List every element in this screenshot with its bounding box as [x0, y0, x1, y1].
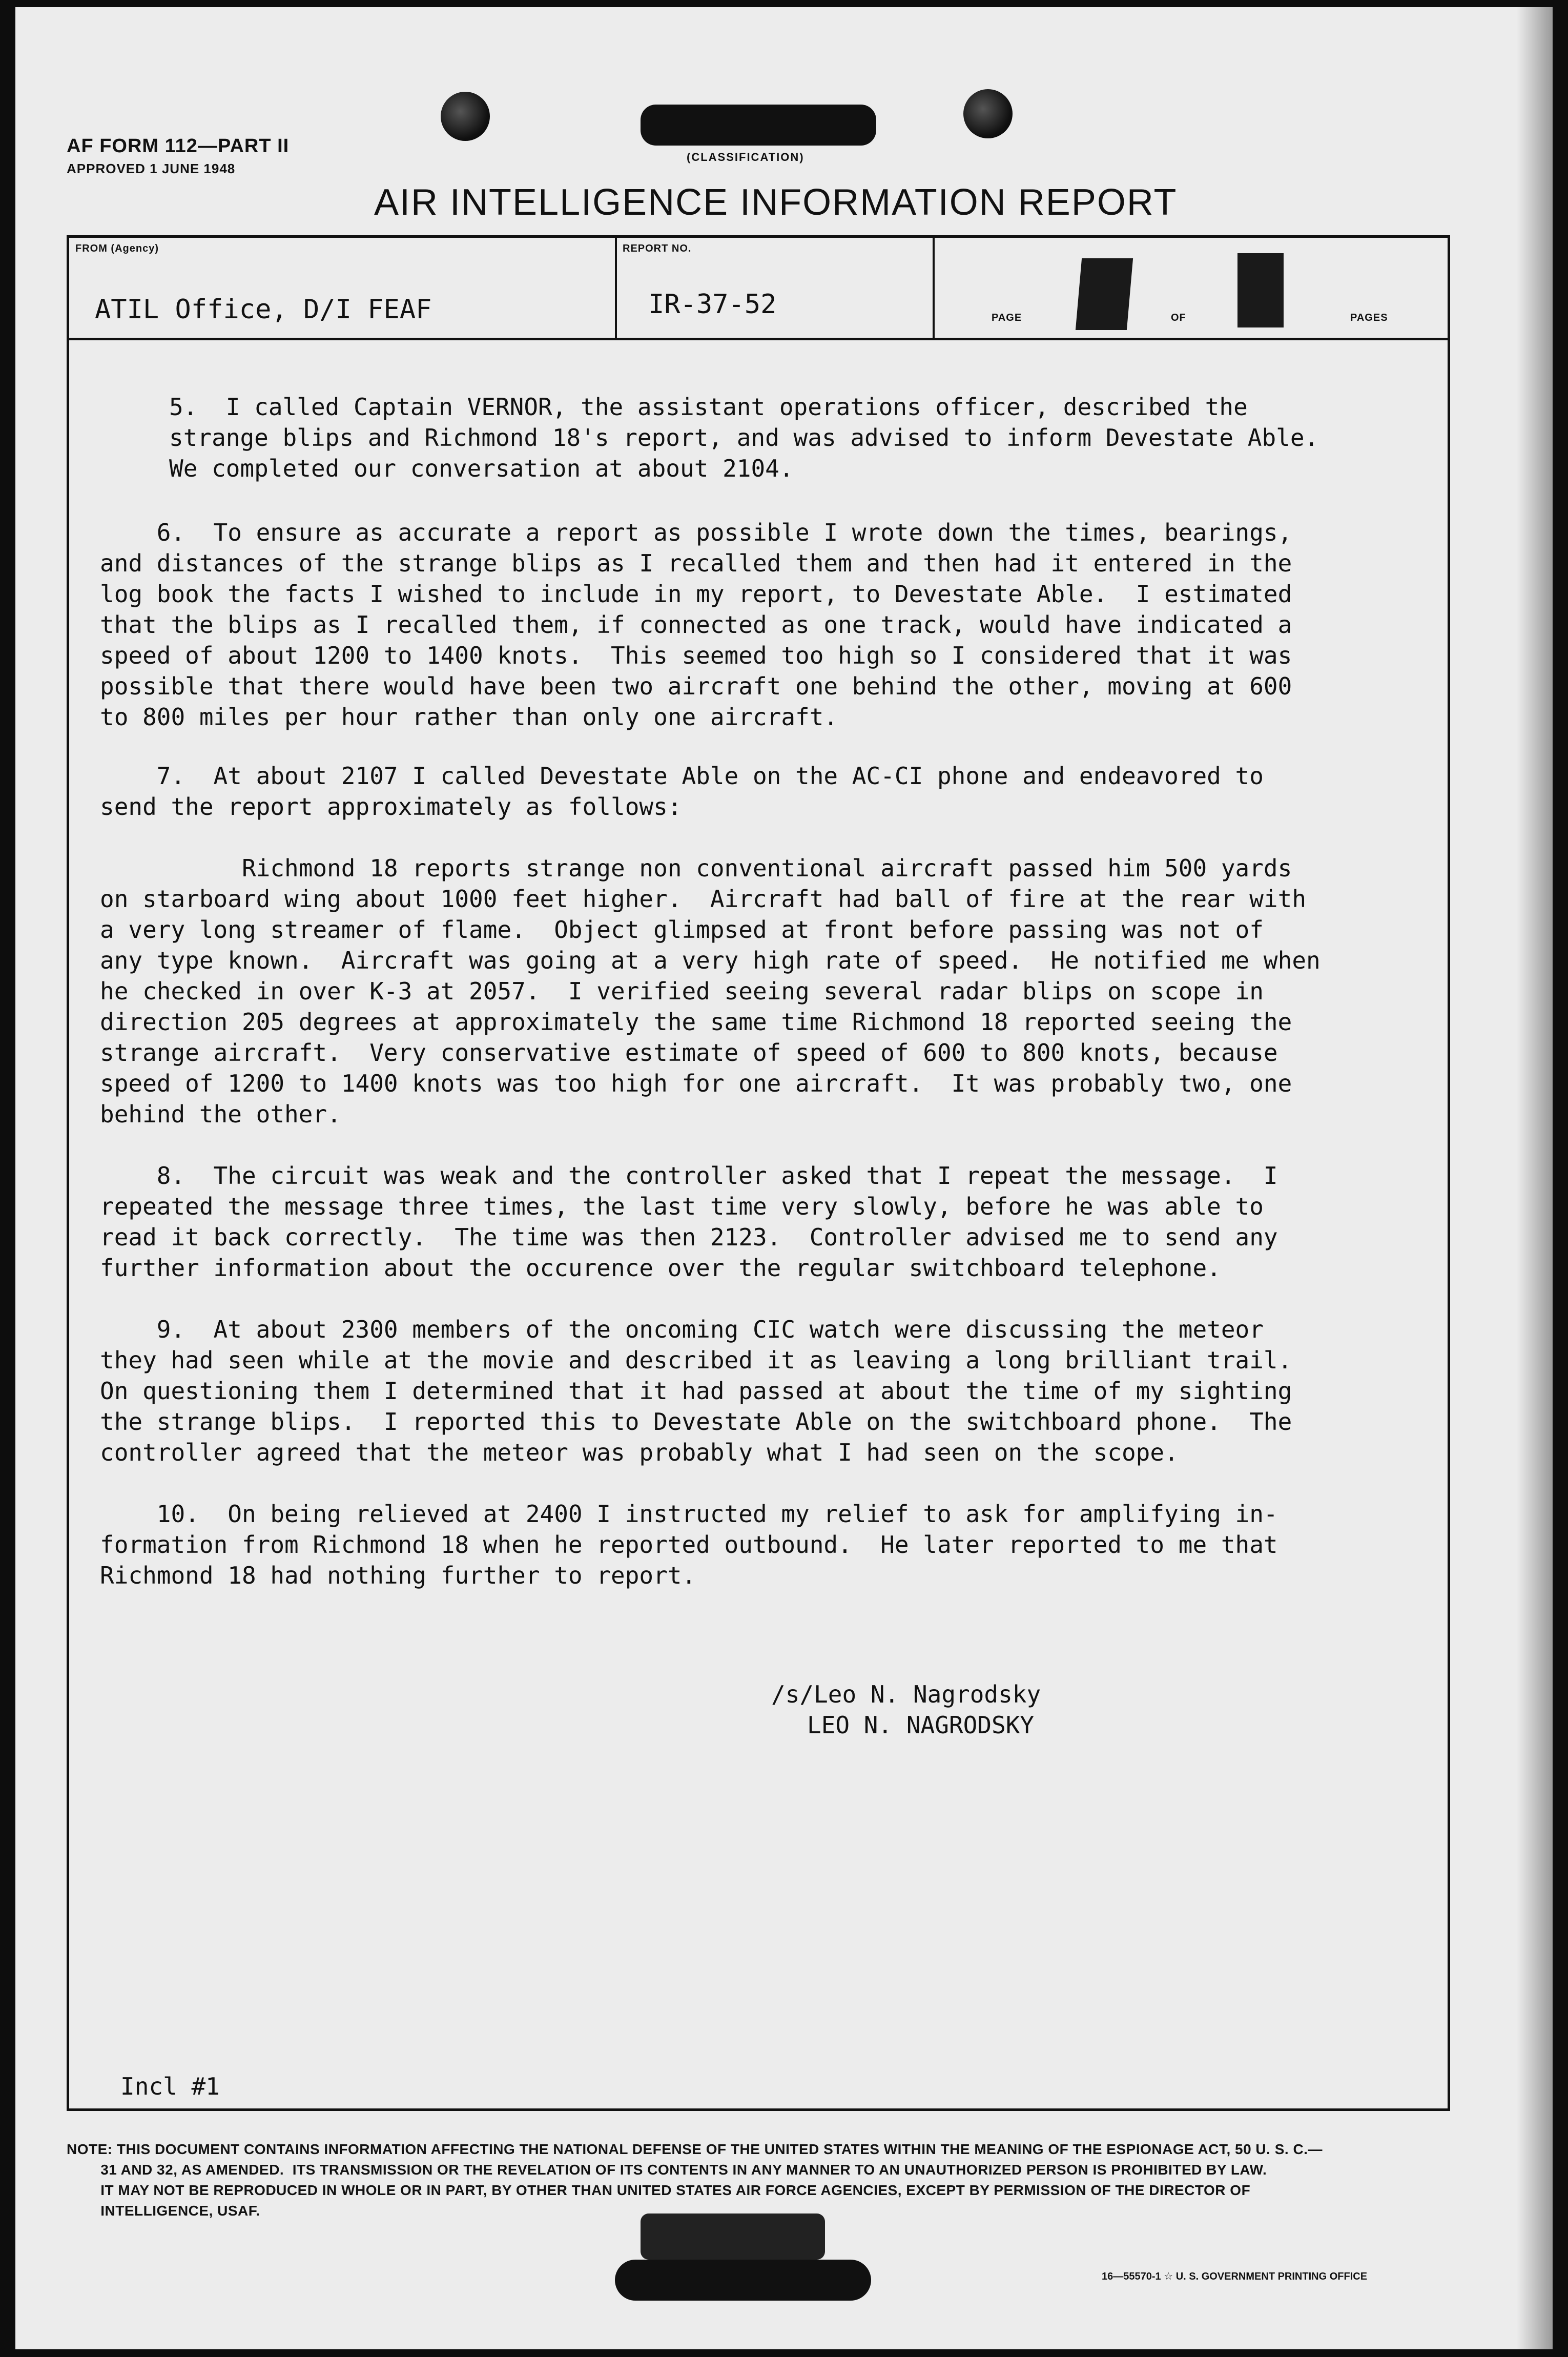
- signer-name: LEO N. NAGRODSKY: [807, 1711, 1035, 1739]
- signature-line: /s/Leo N. Nagrodsky: [771, 1680, 1041, 1708]
- paragraph-5: 5. I called Captain VERNOR, the assistant operations officer, described the strange blips and Richmond 18's report, and was advised to inform Devestate Able. We completed our conversation at about 2104.: [169, 393, 1319, 482]
- from-label: FROM (Agency): [75, 243, 159, 254]
- page-total-blot: [1237, 253, 1284, 327]
- report-no-value: IR-37-52: [648, 289, 777, 320]
- paragraph-7: 7. At about 2107 I called Devestate Able on the AC-CI phone and endeavored to send the report approximately as follows:: [100, 762, 1264, 821]
- paragraph-6: 6. To ensure as accurate a report as possible I wrote down the times, bearings, and distances of the strange blips as I recalled them and then had it entered in the log book the facts I wished to include in my report, to Devestate Able. I estimated that the blips as I recalled them, if connected as one track, would have indicated a speed of about 1200 to 1400 knots. This seemed too high so I considered that it was possible that there would have been two aircraft one behind the other, moving at 600 to 800 miles per hour rather than only one aircraft.: [100, 519, 1292, 731]
- classification-label: (CLASSIFICATION): [687, 151, 804, 163]
- report-title: AIR INTELLIGENCE INFORMATION REPORT: [374, 182, 1178, 223]
- header-divider-2: [933, 238, 935, 338]
- classification-redaction: [641, 105, 876, 146]
- paragraph-8: 8. The circuit was weak and the controller asked that I repeat the message. I repeated the message three times, the last time very slowly, before he was able to read it back correctly. The time was then 2123. Controller advised me to send any further information about the occurence over the regular switchboard telephone.: [100, 1162, 1278, 1282]
- page-label: PAGE: [992, 312, 1022, 323]
- punch-hole-left: [441, 92, 490, 141]
- report-no-label: REPORT NO.: [623, 243, 692, 254]
- bottom-classification-redaction: [641, 2213, 825, 2260]
- form-approval-date: APPROVED 1 JUNE 1948: [67, 161, 236, 176]
- espionage-act-note: NOTE: THIS DOCUMENT CONTAINS INFORMATION AFFECTING THE NATIONAL DEFENSE OF THE UNITED STATES WITHIN THE MEANING OF THE ESPIONAGE ACT, 50 U. S. C.— 31 AND 32, AS AMENDED. ITS TRANSMISSION OR THE REVELATION OF ITS CONTENTS IN ANY MANNER TO AN UNAUTHORIZED PERSON IS PROHIBITED BY LAW. IT MAY NOT BE REPRODUCED IN WHOLE OR IN PART, BY OTHER THAN UNITED STATES AIR FORCE AGENCIES, EXCEPT BY PERMISSION OF THE DIRECTOR OF INTELLIGENCE, USAF.: [67, 2141, 1323, 2219]
- paragraph-9: 9. At about 2300 members of the oncoming CIC watch were discussing the meteor they had seen while at the movie and described it as leaving a long brilliant trail. On questioning them I determined that it had passed at about the time of my sighting the strange blips. I reported this to Devestate Able on the switchboard phone. The controller agreed that the meteor was probably what I had seen on the scope.: [100, 1316, 1292, 1466]
- quoted-report: Richmond 18 reports strange non conventional aircraft passed him 500 yards on starboard wing about 1000 feet higher. Aircraft had ball of fire at the rear with a very long streamer of flame. Object glimpsed at front before passing was not of any type known. Aircraft was going at a very high rate of speed. He notified me when he checked in over K-3 at 2057. I verified seeing several radar blips on scope in direction 205 degrees at approximately the same time Richmond 18 reported seeing the strange aircraft. Very conservative estimate of speed of 600 to 800 knots, because speed of 1200 to 1400 knots was too high for one aircraft. It was probably two, one behind the other.: [100, 854, 1321, 1128]
- of-label: OF: [1171, 312, 1186, 323]
- header-row: [69, 238, 1448, 340]
- printing-office-mark: 16—55570-1 ☆ U. S. GOVERNMENT PRINTING OFFICE: [1102, 2271, 1368, 2282]
- form-id: AF FORM 112—PART II: [67, 135, 290, 157]
- punch-hole-right: [963, 89, 1013, 138]
- document-page: [15, 7, 1553, 2349]
- paragraph-10: 10. On being relieved at 2400 I instructed my relief to ask for amplifying in- formation from Richmond 18 when he reported outbound. He later reported to me that Richmond 18 had nothing further to report.: [100, 1500, 1278, 1589]
- page-edge-shadow: [1517, 7, 1553, 2349]
- report-frame: [67, 235, 1450, 2111]
- bottom-classification-redaction-2: [615, 2260, 871, 2301]
- page-number-blot: [1076, 258, 1133, 330]
- inclosure-label: Incl #1: [120, 2073, 220, 2100]
- pages-label: PAGES: [1350, 312, 1388, 323]
- from-value: ATIL Office, D/I FEAF: [95, 294, 432, 325]
- header-divider-1: [615, 238, 617, 338]
